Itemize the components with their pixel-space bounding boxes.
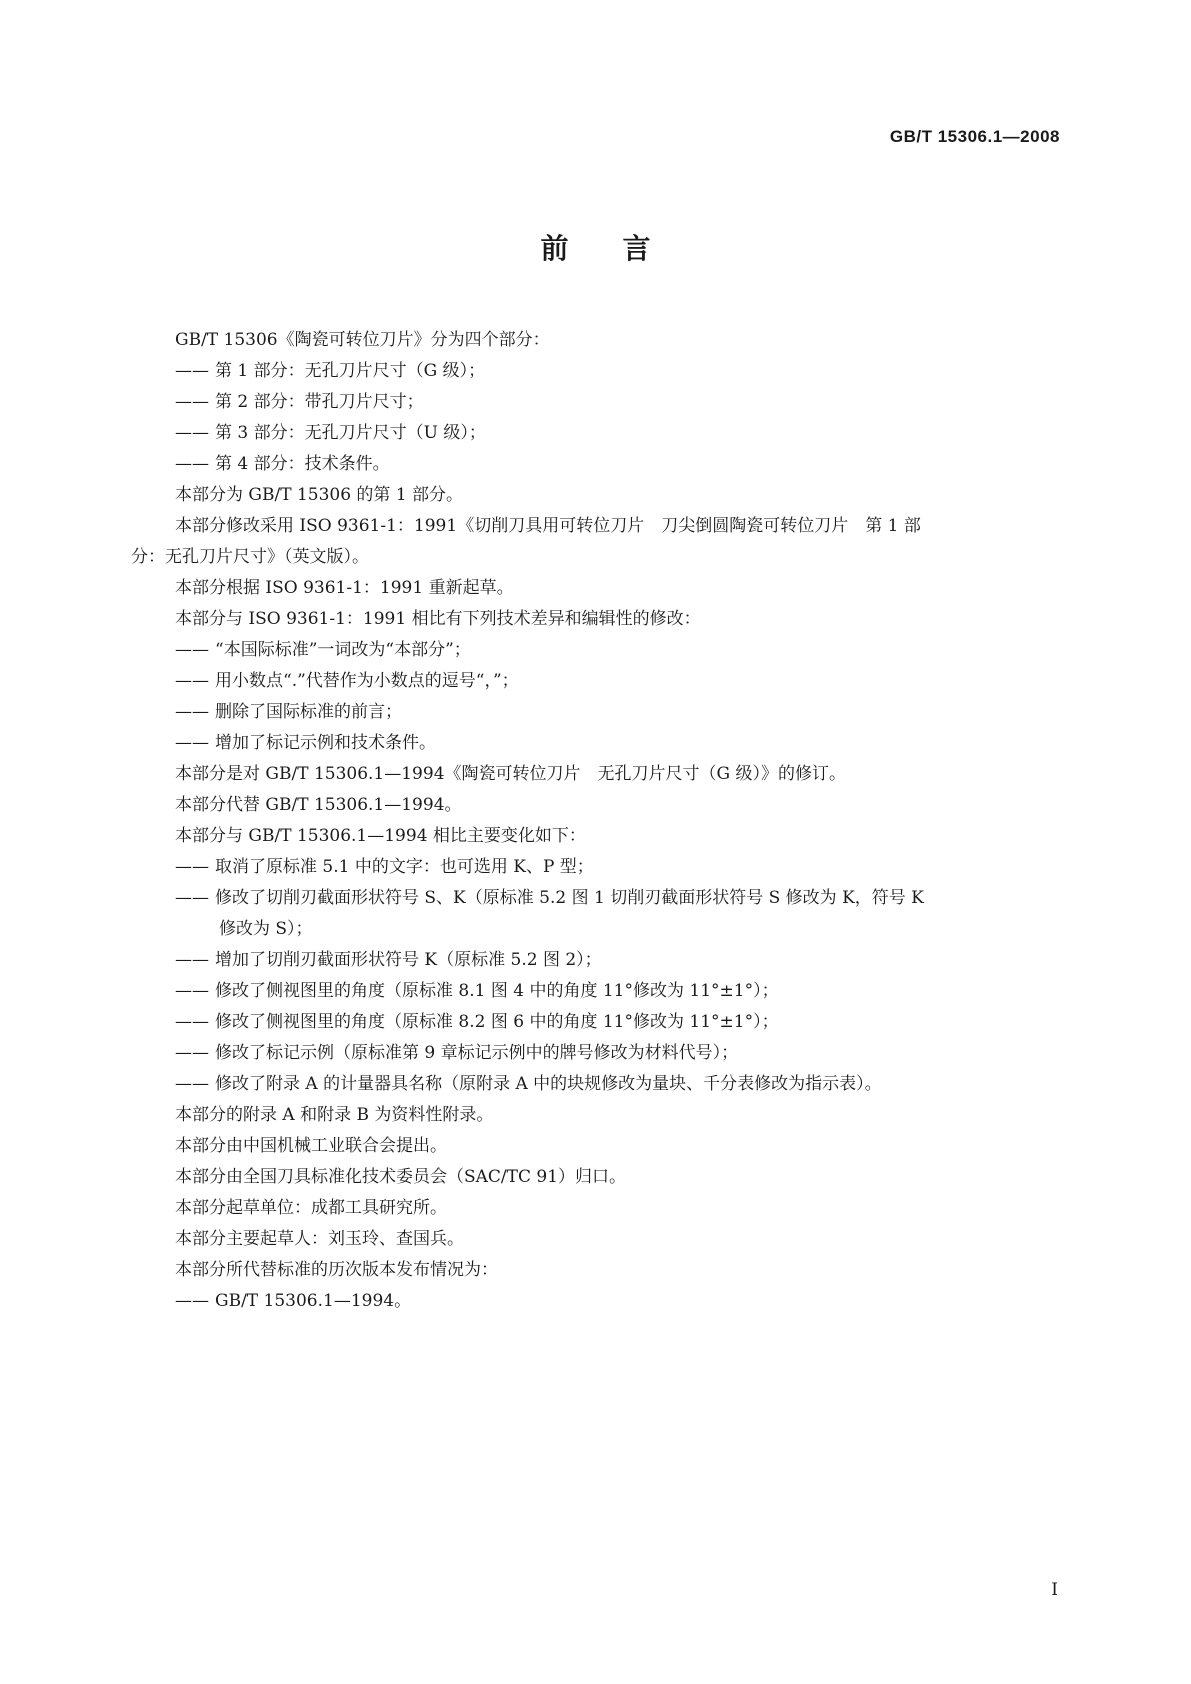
dash-marker: —— — [175, 361, 209, 381]
paragraph-line — [131, 573, 1061, 604]
list-item — [131, 666, 1061, 697]
line-text: GB/T 15306.1—1994。 — [215, 1291, 412, 1311]
line-text: 修改为 S）； — [219, 919, 313, 939]
list-item — [131, 356, 1061, 387]
dash-marker: —— — [175, 1074, 209, 1094]
dash-marker: —— — [175, 1012, 209, 1032]
line-text: 本部分与 GB/T 15306.1—1994 相比主要变化如下： — [175, 826, 586, 846]
list-item — [131, 883, 1061, 914]
line-text: 本部分修改采用 ISO 9361-1：1991《切削刀具用可转位刀片 刀尖倒圆陶瓷可转位刀片 第 1 部 — [175, 516, 921, 536]
dash-marker: —— — [175, 702, 209, 722]
paragraph-line — [131, 542, 1061, 573]
dash-marker: —— — [175, 888, 209, 908]
line-text: 本部分为 GB/T 15306 的第 1 部分。 — [175, 485, 464, 505]
paragraph-line — [131, 511, 1061, 542]
preface-body — [131, 325, 1061, 1317]
paragraph-line — [131, 914, 1061, 945]
line-text: “本国际标准”一词改为“本部分”； — [215, 640, 471, 660]
list-item — [131, 1007, 1061, 1038]
paragraph-line — [131, 604, 1061, 635]
dash-marker: —— — [175, 454, 209, 474]
dash-marker: —— — [175, 671, 209, 691]
dash-marker: —— — [175, 640, 209, 660]
dash-marker: —— — [175, 392, 209, 412]
list-item — [131, 635, 1061, 666]
paragraph-line — [131, 480, 1061, 511]
line-text: 分：无孔刀片尺寸》（英文版）。 — [131, 547, 369, 567]
paragraph-line — [131, 1131, 1061, 1162]
line-text: 本部分起草单位：成都工具研究所。 — [175, 1198, 447, 1218]
standard-number: GB/T 15306.1—2008 — [889, 127, 1060, 146]
page-title: 前言 — [540, 232, 705, 265]
paragraph-line — [131, 1224, 1061, 1255]
dash-marker: —— — [175, 1291, 209, 1311]
line-text: 取消了原标准 5.1 中的文字：也可选用 K、P 型； — [215, 857, 594, 877]
line-text: 修改了切削刃截面形状符号 S、K（原标准 5.2 图 1 切削刃截面形状符号 S 修改为 K，符号 K — [215, 888, 924, 908]
dash-marker: —— — [175, 981, 209, 1001]
list-item — [131, 387, 1061, 418]
line-text: 本部分代替 GB/T 15306.1—1994。 — [175, 795, 462, 815]
list-item — [131, 1069, 1061, 1100]
list-item — [131, 1038, 1061, 1069]
dash-marker: —— — [175, 423, 209, 443]
line-text: 第 2 部分：带孔刀片尺寸； — [215, 392, 424, 412]
line-text: 本部分与 ISO 9361-1：1991 相比有下列技术差异和编辑性的修改： — [175, 609, 701, 629]
line-text: 删除了国际标准的前言； — [215, 702, 402, 722]
paragraph-line — [131, 759, 1061, 790]
line-text: 本部分所代替标准的历次版本发布情况为： — [175, 1260, 498, 1280]
line-text: 增加了切削刃截面形状符号 K（原标准 5.2 图 2）； — [215, 950, 602, 970]
list-item — [131, 852, 1061, 883]
list-item — [131, 449, 1061, 480]
line-text: 修改了标记示例（原标准第 9 章标记示例中的牌号修改为材料代号）； — [215, 1043, 739, 1063]
line-text: 修改了侧视图里的角度（原标准 8.1 图 4 中的角度 11°修改为 11°±1°）； — [215, 981, 779, 1001]
line-text: 本部分的附录 A 和附录 B 为资料性附录。 — [175, 1105, 494, 1125]
dash-marker: —— — [175, 1043, 209, 1063]
line-text: 修改了附录 A 的计量器具名称（原附录 A 中的块规修改为量块、千分表修改为指示表）。 — [215, 1074, 882, 1094]
line-text: 第 3 部分：无孔刀片尺寸（U 级）； — [215, 423, 486, 443]
paragraph-line — [131, 1162, 1061, 1193]
paragraph-line — [131, 1193, 1061, 1224]
line-text: 本部分主要起草人：刘玉玲、查国兵。 — [175, 1229, 464, 1249]
dash-marker: —— — [175, 950, 209, 970]
paragraph-line — [131, 1100, 1061, 1131]
page-number: I — [1051, 1580, 1058, 1600]
list-item — [131, 1286, 1061, 1317]
list-item — [131, 945, 1061, 976]
paragraph-line — [131, 325, 1061, 356]
line-text: 增加了标记示例和技术条件。 — [215, 733, 436, 753]
list-item — [131, 697, 1061, 728]
list-item — [131, 418, 1061, 449]
line-text: 第 4 部分：技术条件。 — [215, 454, 390, 474]
line-text: GB/T 15306《陶瓷可转位刀片》分为四个部分： — [175, 330, 550, 350]
line-text: 本部分是对 GB/T 15306.1—1994《陶瓷可转位刀片 无孔刀片尺寸（G 级）》的修订。 — [175, 764, 846, 784]
paragraph-line — [131, 790, 1061, 821]
line-text: 本部分由全国刀具标准化技术委员会（SAC/TC 91）归口。 — [175, 1167, 627, 1187]
line-text: 本部分根据 ISO 9361-1：1991 重新起草。 — [175, 578, 514, 598]
list-item — [131, 728, 1061, 759]
line-text: 本部分由中国机械工业联合会提出。 — [175, 1136, 447, 1156]
paragraph-line — [131, 821, 1061, 852]
line-text: 修改了侧视图里的角度（原标准 8.2 图 6 中的角度 11°修改为 11°±1°）； — [215, 1012, 779, 1032]
dash-marker: —— — [175, 733, 209, 753]
line-text: 用小数点“.”代替作为小数点的逗号“，”； — [215, 671, 519, 691]
dash-marker: —— — [175, 857, 209, 877]
line-text: 第 1 部分：无孔刀片尺寸（G 级）； — [215, 361, 486, 381]
list-item — [131, 976, 1061, 1007]
paragraph-line — [131, 1255, 1061, 1286]
